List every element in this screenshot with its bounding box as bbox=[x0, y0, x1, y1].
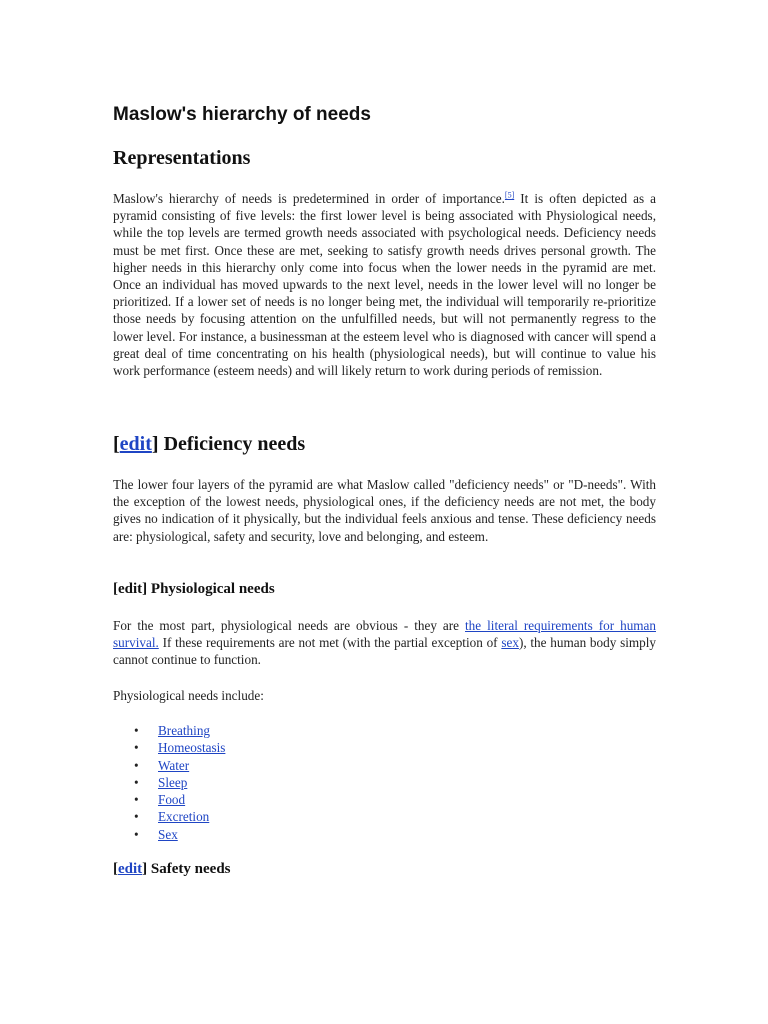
bullet-icon: • bbox=[134, 723, 139, 738]
reference-link-5[interactable]: [5] bbox=[504, 190, 515, 200]
list-link-food[interactable]: Food bbox=[158, 792, 186, 808]
bullet-icon: • bbox=[134, 809, 139, 825]
edit-link-safety[interactable]: edit bbox=[118, 861, 143, 877]
list-item bbox=[113, 808, 225, 825]
link-literal-requirements[interactable]: the literal requirements for human survival. bbox=[113, 618, 656, 651]
paragraph-text-mid: If these requirements are not met (with the partial exception of bbox=[158, 635, 502, 651]
list-item bbox=[113, 791, 225, 808]
list-item bbox=[113, 722, 225, 739]
list-item bbox=[113, 757, 225, 774]
list-item bbox=[113, 774, 225, 791]
link-sex[interactable]: sex bbox=[501, 635, 519, 651]
list-item bbox=[113, 826, 225, 843]
paragraph-representations bbox=[113, 190, 656, 379]
page-title: Maslow's hierarchy of needs bbox=[113, 104, 371, 125]
heading-physiological-needs: [edit] Physiological needs bbox=[113, 581, 275, 597]
paragraph-text-end: ), the human body simply cannot continue to function. bbox=[113, 635, 656, 668]
physiological-include-label: Physiological needs include: bbox=[113, 688, 264, 703]
list-item bbox=[113, 739, 225, 756]
edit-link-deficiency[interactable]: edit bbox=[119, 433, 152, 455]
bracket-close: ] bbox=[142, 861, 148, 877]
paragraph-physiological bbox=[113, 617, 656, 669]
bracket-open: [ bbox=[113, 433, 120, 455]
paragraph-text-continued: It is often depicted as a pyramid consisting of five levels: the first lower level is being associated with Physiological needs, while the top levels are termed growth needs associated with psychological needs. Deficiency needs must be met first. Once these are met, seeking to satisfy growth needs drives personal growth. The higher needs in this hierarchy only come into focus when the lower needs in the pyramid are met. Once an individual has moved upwards to the next level, needs in the lower level will no longer be prioritized. If a lower set of needs is no longer being met, the individual will temporarily re-prioritize those needs by focusing attention on the unfulfilled needs, but will not permanently regress to the lower level. For instance, a businessman at the esteem level who is diagnosed with cancer will spend a great deal of time concentrating on his health (physiological needs), but will continue to value his work performance (esteem needs) and will likely return to work during periods of remission. bbox=[113, 191, 656, 379]
list-link-breathing[interactable]: Breathing bbox=[158, 723, 211, 738]
list-link-excretion[interactable]: Excretion bbox=[158, 809, 210, 825]
heading-safety-needs bbox=[113, 861, 231, 878]
heading-deficiency-needs bbox=[113, 433, 305, 456]
list-link-water[interactable]: Water bbox=[158, 757, 190, 773]
list-link-sex[interactable]: Sex bbox=[158, 826, 178, 842]
heading-representations: Representations bbox=[113, 147, 251, 169]
heading-text: Safety needs bbox=[147, 861, 231, 877]
heading-text: Deficiency needs bbox=[158, 433, 306, 455]
paragraph-text: Maslow's hierarchy of needs is predetermined in order of importance. bbox=[113, 191, 505, 206]
bracket-close: ] bbox=[151, 433, 159, 455]
list-link-sleep[interactable]: Sleep bbox=[158, 774, 188, 790]
bullet-icon: • bbox=[134, 740, 139, 756]
list-link-homeostasis[interactable]: Homeostasis bbox=[158, 740, 226, 756]
bullet-icon: • bbox=[134, 757, 139, 773]
bracket-open: [ bbox=[113, 861, 118, 877]
bullet-icon: • bbox=[134, 774, 139, 790]
bullet-icon: • bbox=[134, 826, 139, 842]
bullet-icon: • bbox=[134, 792, 139, 808]
paragraph-deficiency: The lower four layers of the pyramid are what Maslow called "deficiency needs" or "D-needs". With the exception of the lowest needs, physiological ones, if the deficiency needs are not met, the body gives no indication of it physically, but the individual feels anxious and tense. These deficiency needs are: physiological, safety and security, love and belonging, and esteem. bbox=[113, 477, 656, 544]
paragraph-text: For the most part, physiological needs are obvious - they are bbox=[113, 618, 466, 633]
physiological-needs-list bbox=[113, 722, 225, 843]
